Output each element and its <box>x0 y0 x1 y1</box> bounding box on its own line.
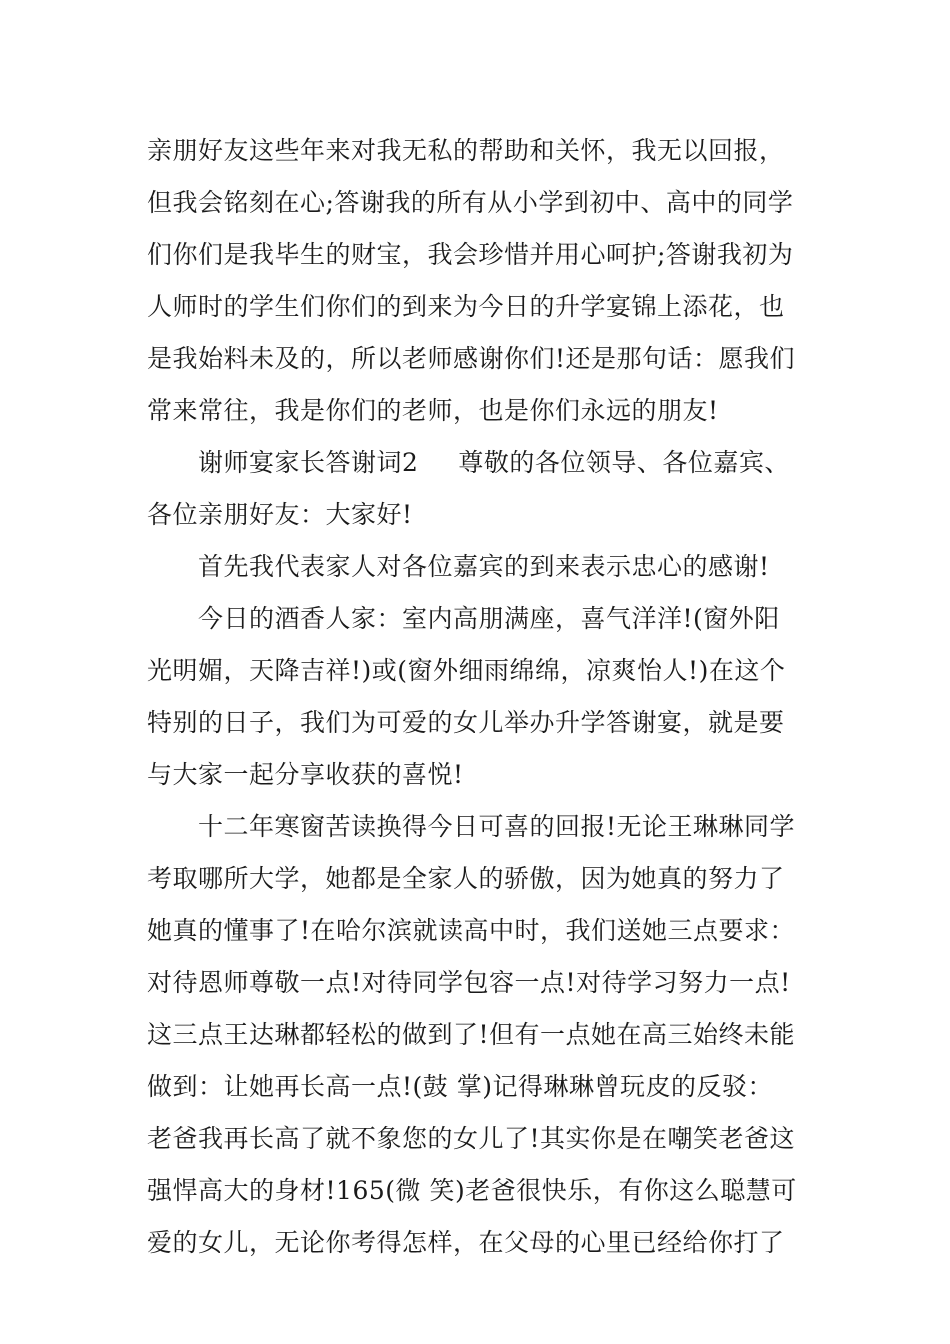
text-line: 与大家一起分享收获的喜悦! <box>147 760 464 789</box>
text-line: 她真的懂事了!在哈尔滨就读高中时，我们送她三点要求： <box>147 916 796 945</box>
text-line: 对待恩师尊敬一点!对待同学包容一点!对待学习努力一点! <box>147 968 791 997</box>
section-heading-line <box>147 437 812 489</box>
text-line: 做到：让她再长高一点!(鼓 掌)记得琳琳曾玩皮的反驳： <box>147 1072 774 1101</box>
text-line: 光明媚，天降吉祥!)或(窗外细雨绵绵，凉爽怡人!)在这个 <box>147 656 786 685</box>
text-line: 人师时的学生们你们的到来为今日的升学宴锦上添花，也 <box>147 292 785 321</box>
text-line: 亲朋好友这些年来对我无私的帮助和关怀，我无以回报， <box>147 136 785 165</box>
text-line: 各位亲朋好友：大家好! <box>147 500 413 529</box>
section-heading: 谢师宴家长答谢词2 <box>198 448 419 477</box>
salutation-start: 尊敬的各位领导、各位嘉宾、 <box>458 448 790 477</box>
text-line: 今日的酒香人家：室内高朋满座，喜气洋洋!(窗外阳 <box>198 604 780 633</box>
text-line: 老爸我再长高了就不象您的女儿了!其实你是在嘲笑老爸这 <box>147 1124 796 1153</box>
text-line: 是我始料未及的，所以老师感谢你们!还是那句话：愿我们 <box>147 344 796 373</box>
document-body <box>147 125 812 1269</box>
text-line: 特别的日子，我们为可爱的女儿举办升学答谢宴，就是要 <box>147 708 785 737</box>
text-line: 十二年寒窗苦读换得今日可喜的回报!无论王琳琳同学 <box>198 812 796 841</box>
text-line: 这三点王达琳都轻松的做到了!但有一点她在高三始终未能 <box>147 1020 796 1049</box>
text-line: 们你们是我毕生的财宝，我会珍惜并用心呵护;答谢我初为 <box>147 240 794 269</box>
text-line: 爱的女儿，无论你考得怎样，在父母的心里已经给你打了 <box>147 1228 785 1257</box>
text-line: 强悍高大的身材!165(微 笑)老爸很快乐，有你这么聪慧可 <box>147 1176 797 1205</box>
text-line: 常来常往，我是你们的老师，也是你们永远的朋友! <box>147 396 719 425</box>
text-line: 但我会铭刻在心;答谢我的所有从小学到初中、高中的同学 <box>147 188 794 217</box>
text-line: 首先我代表家人对各位嘉宾的到来表示忠心的感谢! <box>198 552 770 581</box>
text-line: 考取哪所大学，她都是全家人的骄傲，因为她真的努力了 <box>147 864 785 893</box>
